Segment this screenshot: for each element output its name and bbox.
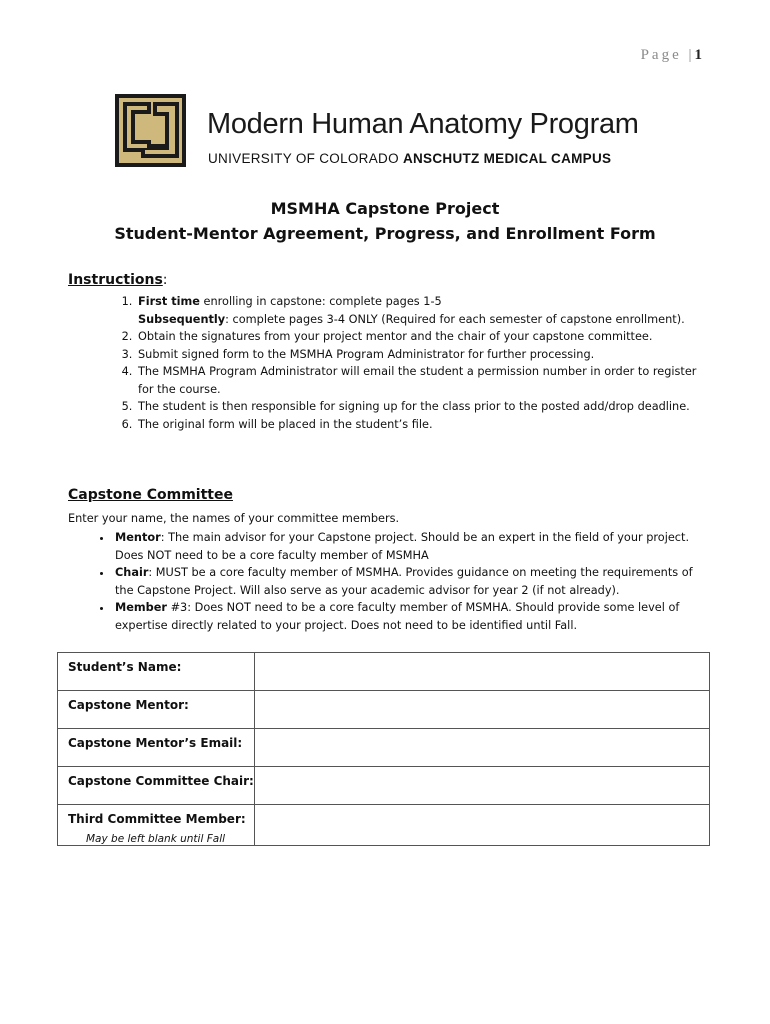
third-member-label: Third Committee Member: <box>68 812 246 826</box>
instruction-item <box>136 293 708 328</box>
mentor-email-label: Capstone Mentor’s Email: <box>58 729 255 767</box>
instructions-list <box>68 293 708 433</box>
role-description: : The main advisor for your Capstone project. Should be an expert in the field of your project. Does NOT need to be a core faculty member of MSMHA <box>115 531 690 562</box>
committee-intro: Enter your name, the names of your committee members. <box>68 512 400 525</box>
instruction-item: 3. Submit signed form to the MSMHA Program Administrator for further processing. <box>136 346 708 364</box>
mentor-email-input[interactable] <box>255 729 709 766</box>
role-description: : MUST be a core faculty member of MSMHA. Provides guidance on meeting the requirements of the Capstone Project. Will also serve as your academic advisor for year 2 (if not already). <box>115 566 693 597</box>
capstone-mentor-cell <box>255 691 710 729</box>
form-title: MSMHA Capstone Project <box>270 199 500 218</box>
page-number-value: 1 <box>694 47 702 63</box>
instruction-sub-bold: Subsequently <box>138 312 226 326</box>
student-name-cell <box>255 653 710 691</box>
capstone-mentor-label: Capstone Mentor: <box>58 691 255 729</box>
role-name: Chair <box>115 566 149 579</box>
committee-table <box>57 652 710 846</box>
role-name: Mentor <box>115 531 161 544</box>
committee-chair-cell <box>255 767 710 805</box>
instruction-text: enrolling in capstone: complete pages 1-5 <box>199 295 442 308</box>
instruction-item: 4. The MSMHA Program Administrator will email the student a permission number in order to register for the course. <box>136 363 708 398</box>
program-header <box>113 92 673 172</box>
page-number-prefix: Page | <box>640 47 695 63</box>
role-name: Member <box>115 601 167 614</box>
role-item-mentor <box>113 529 708 564</box>
committee-heading: Capstone Committee <box>68 487 233 503</box>
instruction-sub-text: : complete pages 3-4 ONLY (Required for each semester of capstone enrollment). <box>225 312 685 326</box>
third-member-input[interactable] <box>255 805 709 842</box>
mentor-email-cell <box>255 729 710 767</box>
table-row <box>58 767 710 805</box>
table-row <box>58 805 710 846</box>
instruction-item: 6. The original form will be placed in the student’s file. <box>136 416 708 434</box>
instructions-heading-text: Instructions <box>68 272 163 288</box>
page-number <box>641 47 702 64</box>
table-row <box>58 653 710 691</box>
committee-chair-input[interactable] <box>255 767 709 804</box>
campus-name-regular: UNIVERSITY OF COLORADO <box>208 151 403 166</box>
role-item-chair <box>113 564 708 599</box>
capstone-mentor-input[interactable] <box>255 691 709 728</box>
student-name-label: Student’s Name: <box>58 653 255 691</box>
committee-chair-label: Capstone Committee Chair: <box>58 767 255 805</box>
table-row <box>58 729 710 767</box>
third-member-cell <box>255 805 710 846</box>
program-name: Modern Human Anatomy Program <box>207 108 639 140</box>
role-description: #3: Does NOT need to be a core faculty member of MSMHA. Should provide some level of expertise directly related to your project. Does not need to be identified until Fall. <box>115 601 680 632</box>
campus-name <box>208 151 611 166</box>
table-row <box>58 691 710 729</box>
campus-name-bold: ANSCHUTZ MEDICAL CAMPUS <box>402 151 612 166</box>
instructions-heading-colon: : <box>162 272 168 288</box>
third-member-note: May be left blank until Fall <box>86 833 226 845</box>
instruction-item: 5. The student is then responsible for signing up for the class prior to the posted add/drop deadline. <box>136 398 708 416</box>
committee-roles-list <box>68 529 708 634</box>
role-item-member <box>113 599 708 634</box>
cu-logo-icon <box>113 92 188 169</box>
instruction-item: 2. Obtain the signatures from your project mentor and the chair of your capstone committee. <box>136 328 708 346</box>
instruction-bold: First time <box>138 295 200 308</box>
form-titles <box>0 196 770 246</box>
third-member-label-cell <box>58 805 255 846</box>
student-name-input[interactable] <box>255 653 709 690</box>
instructions-heading <box>68 272 168 288</box>
form-subtitle: Student-Mentor Agreement, Progress, and Enrollment Form <box>114 224 656 243</box>
